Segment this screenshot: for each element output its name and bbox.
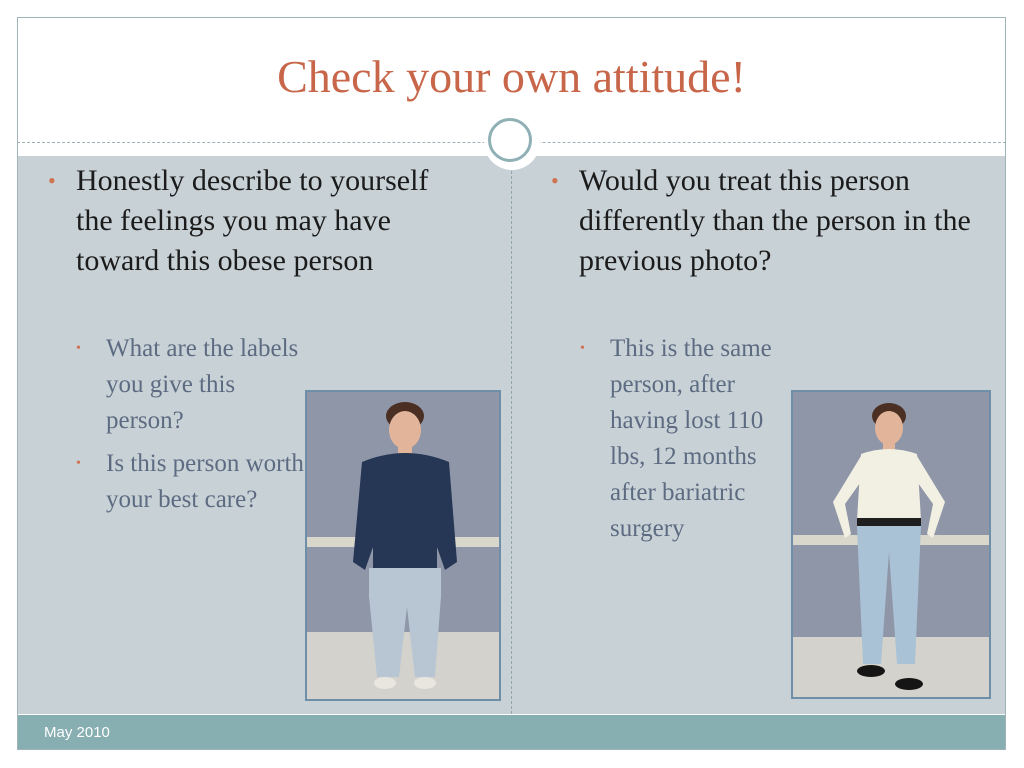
right-bullet-text: Would you treat this person differently than the person in the previous photo? <box>579 164 971 277</box>
bullet-marker-icon: • <box>551 168 559 193</box>
right-sub-bullet-1-text: This is the same person, after having lost 110 lbs, 12 months after bariatric surgery <box>610 335 772 542</box>
left-sub-bullet-1 <box>76 331 306 439</box>
sub-bullet-marker-icon: • <box>76 456 81 471</box>
right-sub-bullet-1 <box>580 331 800 547</box>
sub-bullet-marker-icon: • <box>580 341 585 356</box>
left-bullet-text: Honestly describe to yourself the feelings you may have toward this obese person <box>76 164 429 277</box>
left-sub-bullet-2 <box>76 446 306 518</box>
after-photo <box>791 390 991 699</box>
sub-bullet-marker-icon: • <box>76 341 81 356</box>
ornament-inner-ring <box>492 122 528 158</box>
footer-date: May 2010 <box>44 724 110 741</box>
slide-title: Check your own attitude! <box>277 51 746 102</box>
before-photo <box>305 390 501 701</box>
column-divider <box>511 156 512 714</box>
left-sub-bullet-1-text: What are the labels you give this person? <box>106 335 299 434</box>
left-bullet <box>48 161 466 281</box>
left-sub-bullet-2-text: Is this person worth your best care? <box>106 450 304 513</box>
right-bullet <box>551 161 989 281</box>
footer-band <box>18 715 1005 749</box>
bullet-marker-icon: • <box>48 168 56 193</box>
